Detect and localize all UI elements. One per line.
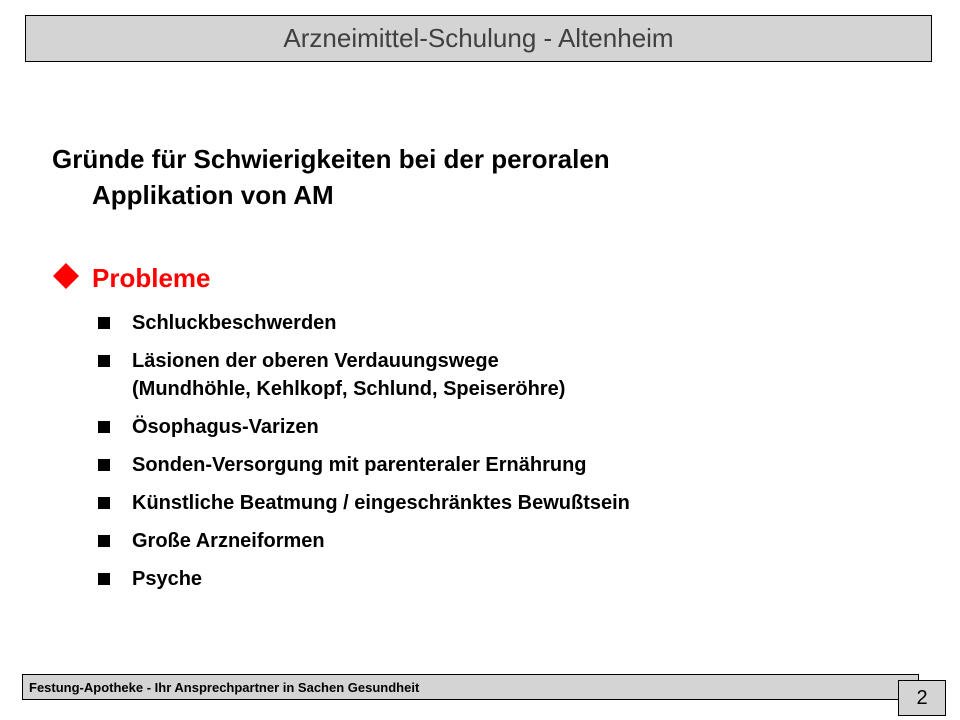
- list-item-text: Künstliche Beatmung / eingeschränktes Bewußtsein: [132, 492, 630, 514]
- list-item: [92, 489, 630, 517]
- header-title: Arzneimittel-Schulung - Altenheim: [283, 23, 674, 53]
- square-bullet-icon: [98, 535, 110, 547]
- list-item: [92, 565, 630, 593]
- slide-heading: [52, 141, 812, 213]
- slide-heading-line-1: Gründe für Schwierigkeiten bei der peroralen: [52, 144, 610, 174]
- list-item-text: Psyche: [132, 568, 203, 590]
- square-bullet-icon: [98, 573, 110, 585]
- list-item-text: Sonden-Versorgung mit parenteraler Ernährung: [132, 454, 587, 476]
- list-item-text: Ösophagus-Varizen: [132, 416, 319, 438]
- list-item-text: Schluckbeschwerden: [132, 312, 337, 334]
- list-item: [92, 309, 630, 337]
- section-probleme: [52, 262, 211, 295]
- header-bar: [25, 15, 932, 62]
- square-bullet-icon: [98, 355, 110, 367]
- square-bullet-icon: [98, 459, 110, 471]
- list-item-text: Große Arzneiformen: [132, 530, 325, 552]
- problem-list: [92, 309, 630, 603]
- square-bullet-icon: [98, 497, 110, 509]
- diamond-bullet-icon: [52, 262, 92, 295]
- section-title: Probleme: [92, 263, 211, 293]
- footer-bar: [22, 674, 919, 700]
- square-bullet-icon: [98, 421, 110, 433]
- list-item-text: Läsionen der oberen Verdauungswege (Mundhöhle, Kehlkopf, Schlund, Speiseröhre): [132, 350, 566, 400]
- square-bullet-icon: [98, 317, 110, 329]
- list-item: [92, 413, 630, 441]
- page-number: 2: [916, 686, 928, 709]
- list-item: [92, 527, 630, 555]
- list-item: [92, 451, 630, 479]
- slide-heading-line-2: Applikation von AM: [92, 180, 334, 210]
- list-item: [92, 347, 630, 403]
- footer-text: Festung-Apotheke - Ihr Ansprechpartner in Sachen Gesundheit: [29, 679, 420, 695]
- page-number-box: [898, 680, 946, 716]
